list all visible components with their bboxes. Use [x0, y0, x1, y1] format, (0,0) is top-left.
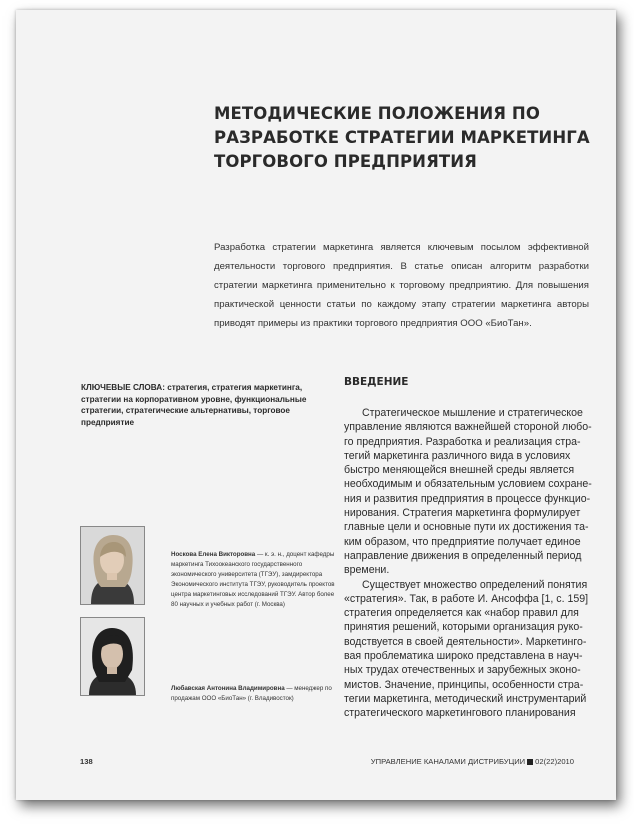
body-line: необходимым и обязательным условием сохране-: [344, 478, 592, 491]
body-line: тегии маркетинга, методический инструментарий: [344, 692, 587, 705]
body-line: принятия решений, которыми организация руко-: [344, 621, 583, 634]
journal-footer: [371, 757, 574, 766]
author-2-bio: — менеджер по продажам ООО «БиоТан» (г. Владивосток): [171, 685, 332, 702]
body-line: тегий маркетинга различного вида в условиях: [344, 449, 571, 462]
page-number: 138: [80, 757, 93, 766]
body-line: ким образом, что предприятие получает единое: [344, 535, 581, 548]
body-line: «стратегия». Так, в работе И. Ансоффа [1, с. 159]: [344, 592, 589, 605]
body-line: времени.: [344, 564, 390, 577]
article-title: [214, 102, 590, 174]
body-line: главные цели и основные пути их достижения та-: [344, 521, 589, 534]
section-heading: ВВЕДЕНИЕ: [344, 376, 409, 388]
body-line: нирования. Стратегия маркетинга формулирует: [344, 507, 581, 520]
body-line: быстро меняющейся внешней среды является: [344, 464, 575, 477]
abstract: Разработка стратегии маркетинга является ключевым посылом эффективной деятельности торгового предприятия. В статье описан алгоритм разработки стратегии маркетинга применительно к торговому предприятию. Для повышения практической ценности статьи по каждому этапу стратегии маркетинга авторы приводят примеры из практики торгового предприятия ООО «БиоТан».: [214, 242, 589, 329]
square-separator-icon: [527, 759, 533, 765]
title-line: РАЗРАБОТКЕ СТРАТЕГИИ МАРКЕТИНГА: [214, 128, 590, 147]
author-photo-1: [80, 526, 145, 605]
author-photo-2: [80, 617, 145, 696]
author-1-bio: — к. э. н., доцент кафедры маркетинга Тихоокеанского государственного экономического университета (ТГЭУ), замдиректора Экономического института ТГЭУ, руководитель проектов центра маркетинговых исследований ТГЭУ. Автор более 80 научных и учебных работ (г. Москва): [171, 551, 335, 608]
title-line: ТОРГОВОГО ПРЕДПРИЯТИЯ: [214, 152, 477, 171]
body-line: Существует множество определений понятия: [362, 578, 588, 591]
body-line: вая проблематика широко представлена в науч-: [344, 650, 583, 663]
body-line: ных трудах отечественных и зарубежных эконо-: [344, 664, 581, 677]
author-1-name: Носкова Елена Викторовна: [171, 551, 256, 558]
body-line: ния и развития предприятия в процессе функцио-: [344, 492, 591, 505]
author-1: [171, 550, 341, 610]
author-2: [171, 684, 341, 704]
title-line: МЕТОДИЧЕСКИЕ ПОЛОЖЕНИЯ ПО: [214, 104, 540, 123]
body-text: [344, 406, 592, 721]
keywords: КЛЮЧЕВЫЕ СЛОВА: стратегия, стратегия маркетинга, стратегии на корпоративном уровне, функциональные стратегии, стратегические альтернативы, торговое предприятие: [81, 383, 307, 427]
body-line: мистов. Значение, принципы, особенности стра-: [344, 678, 584, 691]
body-line: управление являются важнейшей стороной любо-: [344, 421, 592, 434]
body-line: направление движения в определенный период: [344, 549, 582, 562]
journal-issue: 02(22)2010: [535, 757, 574, 766]
body-line: стратегического маркетингового планирования: [344, 707, 576, 720]
body-line: Стратегическое мышление и стратегическое: [362, 407, 583, 419]
document-page: [16, 10, 616, 800]
body-line: стратегия определяется как «набор правил для: [344, 607, 579, 620]
body-line: го предприятия. Разработка и реализация стра-: [344, 435, 581, 448]
journal-name: УПРАВЛЕНИЕ КАНАЛАМИ ДИСТРИБУЦИИ: [370, 757, 526, 766]
body-line: водствуется в своей деятельности». Маркетинго-: [344, 635, 587, 648]
author-2-name: Любавская Антонина Владимировна: [171, 685, 285, 692]
